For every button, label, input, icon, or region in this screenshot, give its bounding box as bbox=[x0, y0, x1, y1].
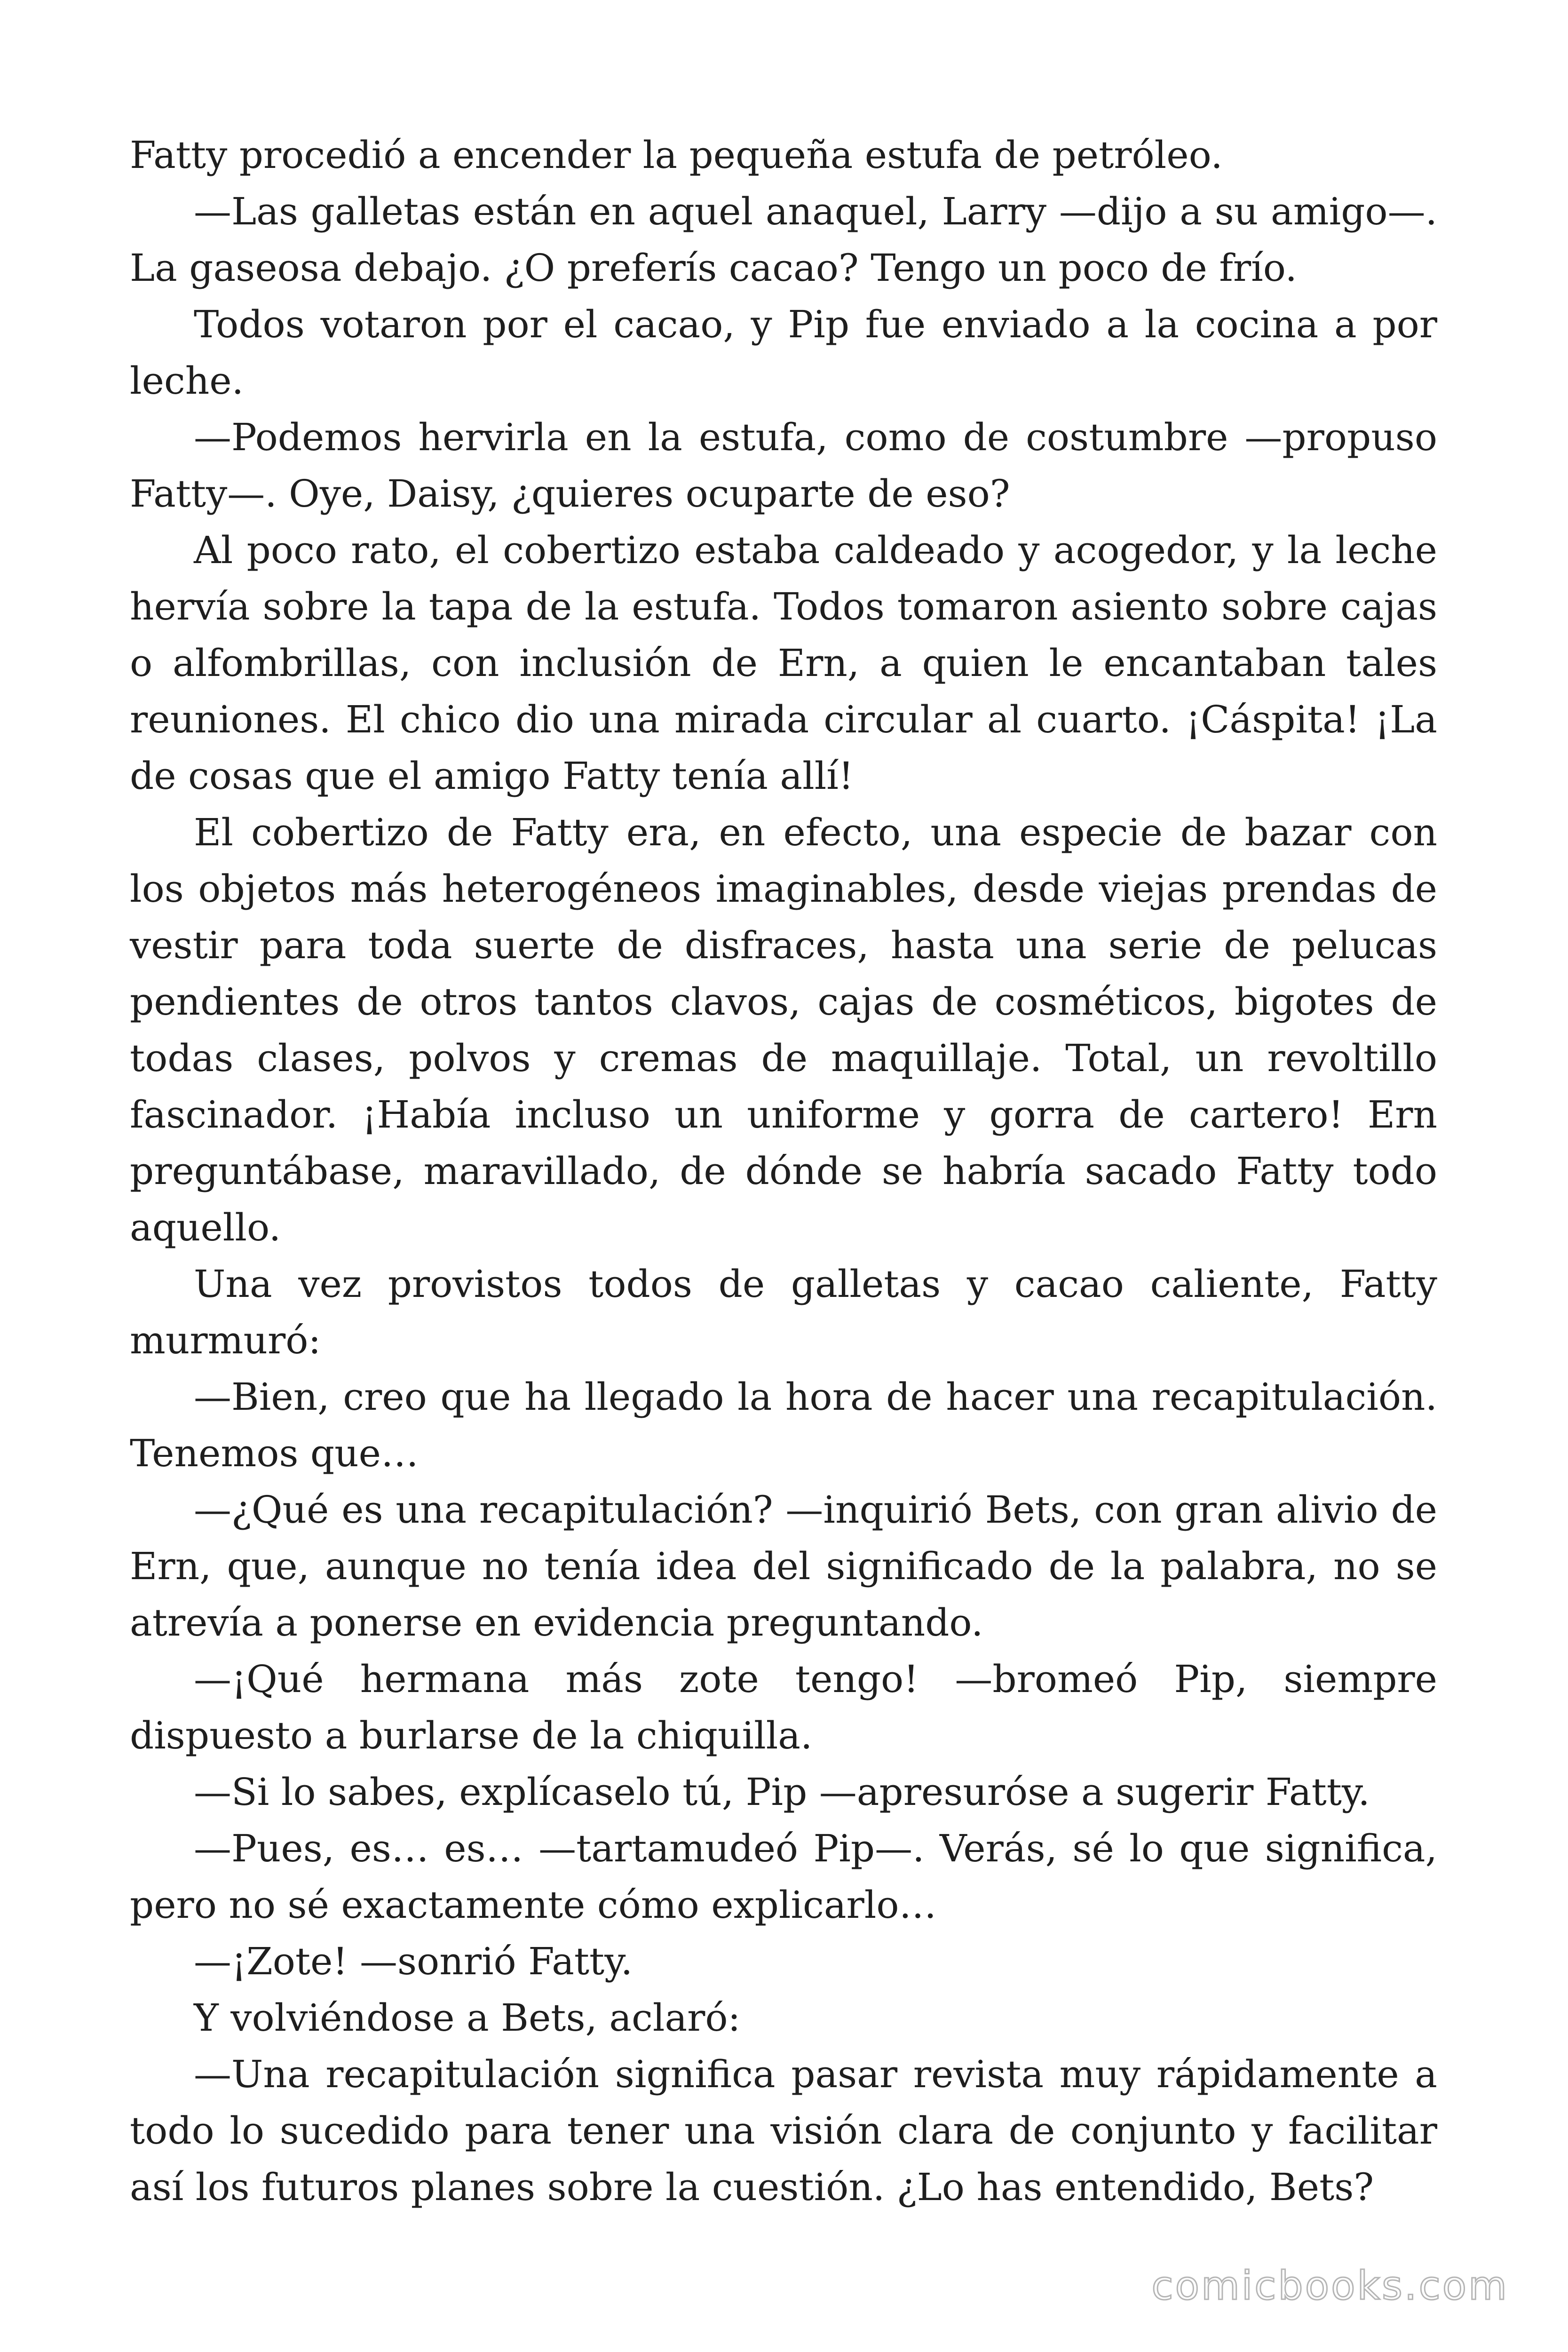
paragraph: —¡Qué hermana más zote tengo! —bromeó Pip, siempre dispuesto a burlarse de la chiquilla. bbox=[130, 1657, 1437, 1757]
paragraph: —Bien, creo que ha llegado la hora de hacer una recapitulación. Tenemos que… bbox=[130, 1375, 1437, 1475]
paragraph: —Una recapitulación significa pasar revista muy rápidamente a todo lo sucedido para tener una visión clara de conjunto y facilitar así los futuros planes sobre la cuestión. ¿Lo has entendido, Bets? bbox=[130, 2052, 1437, 2209]
paragraph: —Podemos hervirla en la estufa, como de costumbre —propuso Fatty—. Oye, Daisy, ¿quieres ocuparte de eso? bbox=[130, 415, 1437, 516]
paragraph: Una vez provistos todos de galletas y cacao caliente, Fatty murmuró: bbox=[130, 1262, 1437, 1362]
paragraph: Fatty procedió a encender la pequeña estufa de petróleo. bbox=[130, 133, 1223, 177]
paragraph: Y volviéndose a Bets, aclaró: bbox=[194, 1996, 741, 2040]
paragraph: —Pues, es… es… —tartamudeó Pip—. Verás, sé lo que significa, pero no sé exactamente cómo explicarlo… bbox=[130, 1827, 1437, 1927]
paragraph: Todos votaron por el cacao, y Pip fue enviado a la cocina a por leche. bbox=[130, 302, 1437, 403]
paragraph: —¡Zote! —sonrió Fatty. bbox=[194, 1939, 633, 1983]
paragraph: Al poco rato, el cobertizo estaba caldeado y acogedor, y la leche hervía sobre la tapa de la estufa. Todos tomaron asiento sobre cajas o alfombrillas, con inclusión de Ern, a quien le encantaban tales reuniones. El chico dio una mirada circular al cuarto. ¡Cáspita! ¡La de cosas que el amigo Fatty tenía allí! bbox=[130, 528, 1437, 798]
paragraph: El cobertizo de Fatty era, en efecto, una especie de bazar con los objetos más heterogéneos imaginables, desde viejas prendas de vestir para toda suerte de disfraces, hasta una serie de pelucas pendientes de otros tantos clavos, cajas de cosméticos, bigotes de todas clases, polvos y cremas de maquillaje. Total, un revoltillo fascinador. ¡Había incluso un uniforme y gorra de cartero! Ern preguntábase, maravillado, de dónde se habría sacado Fatty todo aquello. bbox=[130, 810, 1437, 1249]
body-text bbox=[130, 127, 1437, 2216]
paragraph: —Las galletas están en aquel anaquel, Larry —dijo a su amigo—. La gaseosa debajo. ¿O preferís cacao? Tengo un poco de frío. bbox=[130, 190, 1437, 290]
watermark: comicbooks.com bbox=[1151, 2263, 1509, 2309]
paragraph: —Si lo sabes, explícaselo tú, Pip —apresuróse a sugerir Fatty. bbox=[194, 1770, 1370, 1814]
paragraph: —¿Qué es una recapitulación? —inquirió Bets, con gran alivio de Ern, que, aunque no tenía idea del significado de la palabra, no se atrevía a ponerse en evidencia preguntando. bbox=[130, 1488, 1437, 1645]
